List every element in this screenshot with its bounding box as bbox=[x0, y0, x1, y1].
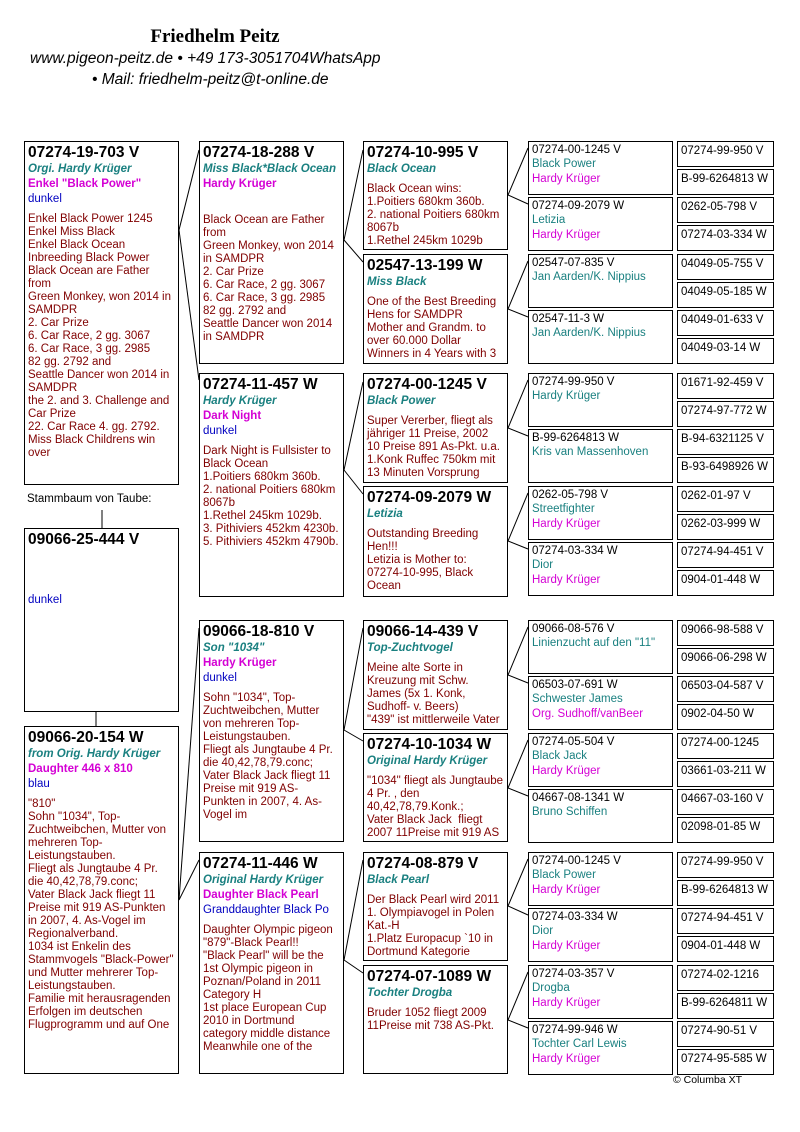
breeder-name: Org. Sudhoff/vanBeer bbox=[532, 708, 644, 720]
pigeon-description: Enkel Black Power 1245 Enkel Miss Black Enkel Black Ocean Inbreeding Black Power Black Ocean are Father from Green Monkey, won 2014 in SAMDPR 2. Car Prize 6. Car Race, 2 gg. 3067 6. Car Race, 3 gg. 2985 82 gg. 2792 and Seattle Dancer won 2014 in SAMDPR the 2. and 3. Challenge and Car Prize 22. Car Race 4. gg. 2792. Miss Black Childrens win over bbox=[28, 213, 171, 459]
pigeon-description: Outstanding Breeding Hen!!! Letizia is Mother to: 07274-10-995, Black Ocean bbox=[367, 528, 479, 592]
pigeon-name: Linienzucht auf den "11" bbox=[532, 637, 656, 649]
pigeon-name: Schwester James bbox=[532, 693, 623, 705]
great-grandparent-ring[interactable]: 0262-01-97 V bbox=[677, 486, 774, 512]
great-grandparent-ring[interactable]: 0904-01-448 W bbox=[677, 936, 774, 962]
ring-number: 07274-99-946 W bbox=[532, 1024, 618, 1036]
pigeon-subtitle: Son "1034" bbox=[203, 642, 265, 654]
great-grandparent-ring[interactable]: 06503-04-587 V bbox=[677, 676, 774, 702]
ring-number: 06503-07-691 W bbox=[532, 679, 618, 691]
pigeon-description: Daughter Olympic pigeon "879"-Black Pearl!! "Black Pearl" will be the 1st Olympic pigeon in Poznan/Poland in 2011 Category H 1st place European Cup 2010 in Dortmund category middle distance Meanwhile one of the bbox=[203, 924, 333, 1053]
great-grandparent-ring[interactable]: B-99-6264813 W bbox=[677, 880, 774, 906]
pigeon-color: dunkel bbox=[203, 672, 237, 684]
pigeon-name: Daughter Black Pearl bbox=[203, 889, 319, 901]
pigeon-subtitle: Tochter Drogba bbox=[367, 987, 453, 999]
breeder-name: Hardy Krüger bbox=[532, 997, 601, 1009]
ring-number: 07274-03-334 W bbox=[532, 545, 618, 557]
pedigree-card[interactable] bbox=[363, 373, 508, 483]
pedigree-card[interactable] bbox=[363, 141, 508, 250]
great-grandparent-ring[interactable]: B-99-6264813 W bbox=[677, 169, 774, 195]
pigeon-description: One of the Best Breeding Hens for SAMDPR Mother and Grandm. to over 60.000 Dollar Winners in 4 Years with 3 bbox=[367, 296, 497, 360]
pigeon-name: Hardy Krüger bbox=[532, 390, 601, 402]
great-grandparent-ring[interactable]: 0262-05-798 V bbox=[677, 197, 774, 223]
pigeon-subtitle: Letizia bbox=[367, 508, 403, 520]
great-grandparent-ring[interactable]: 04667-03-160 V bbox=[677, 789, 774, 815]
ring-number: 07274-09-2079 W bbox=[367, 489, 492, 506]
great-grandparent-ring[interactable]: 07274-00-1245 bbox=[677, 733, 774, 759]
great-grandparent-ring[interactable]: 04049-05-185 W bbox=[677, 282, 774, 308]
pigeon-subtitle: Miss Black bbox=[367, 276, 427, 288]
pigeon-name: Dior bbox=[532, 925, 554, 937]
great-grandparent-ring[interactable]: 01671-92-459 V bbox=[677, 373, 774, 399]
pigeon-color: dunkel bbox=[28, 193, 62, 205]
pigeon-name: Hardy Krüger bbox=[203, 657, 277, 669]
pigeon-name: Jan Aarden/K. Nippius bbox=[532, 327, 646, 339]
pigeon-description: "1034" fliegt als Jungtaube 4 Pr. , den 40,42,78,79.Konk.; Vater Black Jack fliegt 2007 11Preise mit 919 AS bbox=[367, 775, 504, 839]
ring-number: 0262-05-798 V bbox=[532, 489, 609, 501]
pigeon-description: Black Ocean wins: 1.Poitiers 680km 360b. 2. national Poitiers 680km 8067b 1.Rethel 245km 1029b bbox=[367, 183, 500, 247]
pigeon-color: Granddaughter Black Po bbox=[203, 904, 329, 916]
ring-number: 07274-00-1245 V bbox=[367, 376, 487, 393]
ancestor-card[interactable] bbox=[528, 197, 673, 251]
ring-number: 07274-99-950 V bbox=[532, 376, 615, 388]
ancestor-card[interactable] bbox=[528, 733, 673, 787]
pigeon-color: blau bbox=[28, 778, 50, 790]
great-grandparent-ring[interactable]: 09066-06-298 W bbox=[677, 648, 774, 674]
ancestor-card[interactable] bbox=[528, 676, 673, 730]
great-grandparent-ring[interactable]: 07274-02-1216 bbox=[677, 965, 774, 991]
great-grandparent-ring[interactable]: B-93-6498926 W bbox=[677, 457, 774, 483]
pedigree-card[interactable] bbox=[363, 620, 508, 730]
ancestor-card[interactable] bbox=[528, 852, 673, 906]
pigeon-color: dunkel bbox=[203, 425, 237, 437]
pigeon-name: Enkel "Black Power" bbox=[28, 178, 142, 190]
great-grandparent-ring[interactable]: 04049-03-14 W bbox=[677, 338, 774, 364]
pigeon-description: Der Black Pearl wird 2011 1. Olympiavogel in Polen Kat.-H 1.Platz Europacup `10 in Dortmund Kategorie bbox=[367, 894, 500, 958]
contact-website-phone[interactable]: www.pigeon-peitz.de • +49 173-3051704WhatsApp bbox=[30, 50, 381, 67]
pigeon-subtitle: Original Hardy Krüger bbox=[203, 874, 324, 886]
great-grandparent-ring[interactable]: 07274-94-451 V bbox=[677, 542, 774, 568]
pigeon-subtitle: Hardy Krüger bbox=[203, 395, 277, 407]
ancestor-card[interactable] bbox=[528, 789, 673, 843]
pedigree-card[interactable] bbox=[199, 373, 344, 597]
ring-number: 07274-00-1245 V bbox=[532, 855, 621, 867]
breeder-name: Hardy Krüger bbox=[532, 574, 601, 586]
pigeon-subtitle: Black Ocean bbox=[367, 163, 437, 175]
breeder-name: Hardy Krüger bbox=[532, 173, 601, 185]
ring-number: 02547-13-199 W bbox=[367, 257, 483, 274]
pedigree-card[interactable] bbox=[363, 852, 508, 961]
ring-number: 02547-07-835 V bbox=[532, 257, 615, 269]
pigeon-name: Tochter Carl Lewis bbox=[532, 1038, 627, 1050]
pigeon-name: Black Power bbox=[532, 158, 596, 170]
breeder-name: Hardy Krüger bbox=[532, 884, 601, 896]
ring-number: 07274-00-1245 V bbox=[532, 144, 621, 156]
pigeon-name: Jan Aarden/K. Nippius bbox=[532, 271, 646, 283]
pigeon-subtitle: Miss Black*Black Ocean bbox=[203, 163, 336, 175]
pigeon-subtitle: Black Pearl bbox=[367, 874, 430, 886]
pedigree-card[interactable] bbox=[199, 141, 344, 364]
pigeon-name: Black Jack bbox=[532, 750, 587, 762]
ring-number: 09066-20-154 W bbox=[28, 729, 144, 746]
ring-number: 07274-10-1034 W bbox=[367, 736, 492, 753]
pedigree-card[interactable] bbox=[363, 733, 508, 842]
great-grandparent-ring[interactable]: 09066-98-588 V bbox=[677, 620, 774, 646]
pigeon-description: "810" Sohn "1034", Top-Zuchtweibchen, Mutter von mehreren Top-Leistungstauben. Fliegt als Jungtaube 4 Pr. die 40,42,78,79.conc; Vater Black Jack fliegt 11 Preise mit 919 AS-Punkten in 2007, 4. As-Vogel im Regionalverband. 1034 ist Enkelin des Stammvogels "Black-Power" und Mutter mehrerer Top-Leistungstauben. Familie mit herausragenden Erfolgen im deutschen Flugprogramm und auf One bbox=[28, 798, 174, 1031]
pigeon-name: Daughter 446 x 810 bbox=[28, 763, 133, 775]
pigeon-subtitle: Original Hardy Krüger bbox=[367, 755, 488, 767]
pedigree-card[interactable] bbox=[363, 965, 508, 1074]
pedigree-caption: Stammbaum von Taube: bbox=[27, 493, 152, 505]
ring-number: B-99-6264813 W bbox=[532, 432, 619, 444]
pigeon-description: Super Vererber, fliegt als jähriger 11 Preise, 2002 10 Preise 891 As-Pkt. u.a. 1.Konk Ruffec 750km mit 13 Minuten Vorsprung bbox=[367, 415, 500, 479]
pigeon-name: Kris van Massenhoven bbox=[532, 446, 649, 458]
pigeon-subtitle: Orgi. Hardy Krüger bbox=[28, 163, 132, 175]
ring-number: 07274-19-703 V bbox=[28, 144, 140, 161]
great-grandparent-ring[interactable]: 02098-01-85 W bbox=[677, 817, 774, 843]
ancestor-card[interactable] bbox=[528, 254, 673, 308]
great-grandparent-ring[interactable]: 07274-99-950 V bbox=[677, 852, 774, 878]
ring-number: 07274-03-334 W bbox=[532, 911, 618, 923]
ring-number: 07274-18-288 V bbox=[203, 144, 315, 161]
copyright-footer: © Columba XT bbox=[672, 1074, 742, 1086]
pigeon-subtitle: from Orig. Hardy Krüger bbox=[28, 748, 161, 760]
great-grandparent-ring[interactable]: 03661-03-211 W bbox=[677, 761, 774, 787]
ancestor-card[interactable] bbox=[528, 965, 673, 1019]
pigeon-name: Drogba bbox=[532, 982, 570, 994]
pigeon-subtitle: Black Power bbox=[367, 395, 436, 407]
ancestor-card[interactable] bbox=[528, 141, 673, 195]
ring-number: 04667-08-1341 W bbox=[532, 792, 625, 804]
ancestor-card[interactable] bbox=[528, 373, 673, 427]
pigeon-description: Dark Night is Fullsister to Black Ocean 1.Poitiers 680km 360b. 2. national Poitiers 680km 8067b 1.Rethel 245km 1029b. 3. Pithiviers 452km 4230b. 5. Pithiviers 452km 4790b. bbox=[203, 445, 339, 548]
breeder-name: Hardy Krüger bbox=[532, 1053, 601, 1065]
pedigree-card[interactable] bbox=[24, 141, 179, 485]
great-grandparent-ring[interactable]: 0262-03-999 W bbox=[677, 514, 774, 540]
ring-number: 07274-03-357 V bbox=[532, 968, 615, 980]
breeder-name: Hardy Krüger bbox=[532, 518, 601, 530]
great-grandparent-ring[interactable]: 0904-01-448 W bbox=[677, 570, 774, 596]
breeder-name: Friedhelm Peitz bbox=[150, 26, 280, 47]
ancestor-card[interactable] bbox=[528, 908, 673, 962]
ring-number: 07274-07-1089 W bbox=[367, 968, 492, 985]
pigeon-description: Meine alte Sorte in Kreuzung mit Schw. James (5x 1. Konk, Sudhoff- v. Beers) "439" ist mittlerweile Vater bbox=[367, 662, 500, 726]
great-grandparent-ring[interactable]: 07274-90-51 V bbox=[677, 1021, 774, 1047]
pigeon-description: Bruder 1052 fliegt 2009 11Preise mit 738 AS-Pkt. bbox=[367, 1007, 494, 1032]
great-grandparent-ring[interactable]: B-99-6264811 W bbox=[677, 993, 774, 1019]
ring-number: 02547-11-3 W bbox=[532, 313, 605, 325]
great-grandparent-ring[interactable]: 07274-99-950 V bbox=[677, 141, 774, 167]
breeder-name: Hardy Krüger bbox=[532, 940, 601, 952]
pedigree-card[interactable] bbox=[24, 528, 179, 712]
great-grandparent-ring[interactable]: 07274-94-451 V bbox=[677, 908, 774, 934]
great-grandparent-ring[interactable]: 07274-95-585 W bbox=[677, 1049, 774, 1075]
ring-number: 09066-08-576 V bbox=[532, 623, 615, 635]
breeder-name: Hardy Krüger bbox=[532, 765, 601, 777]
ring-number: 07274-09-2079 W bbox=[532, 200, 625, 212]
ancestor-card[interactable] bbox=[528, 310, 673, 364]
ring-number: 07274-11-446 W bbox=[203, 855, 318, 872]
pedigree-card[interactable] bbox=[24, 726, 179, 1074]
ancestor-card[interactable] bbox=[528, 542, 673, 596]
great-grandparent-ring[interactable]: 04049-05-755 V bbox=[677, 254, 774, 280]
pigeon-description: Black Ocean are Father from Green Monkey, won 2014 in SAMDPR 2. Car Prize 6. Car Race, 2 gg. 3067 6. Car Race, 3 gg. 2985 82 gg. 2792 and Seattle Dancer won 2014 in SAMDPR bbox=[203, 214, 334, 343]
pedigree-card[interactable] bbox=[363, 486, 508, 597]
ancestor-card[interactable] bbox=[528, 429, 673, 483]
ring-number: 07274-10-995 V bbox=[367, 144, 479, 161]
pigeon-name: Letizia bbox=[532, 214, 566, 226]
great-grandparent-ring[interactable]: 07274-97-772 W bbox=[677, 401, 774, 427]
breeder-name: Hardy Krüger bbox=[532, 229, 601, 241]
pedigree-card[interactable] bbox=[199, 620, 344, 842]
ring-number: 07274-08-879 V bbox=[367, 855, 479, 872]
pigeon-name: Dior bbox=[532, 559, 554, 571]
pigeon-name: Black Power bbox=[532, 869, 596, 881]
contact-email[interactable]: • Mail: friedhelm-peitz@t-online.de bbox=[92, 71, 329, 88]
pigeon-name: Streetfighter bbox=[532, 503, 595, 515]
pedigree-card[interactable] bbox=[199, 852, 344, 1074]
pigeon-subtitle: Top-Zuchtvogel bbox=[367, 642, 453, 654]
pigeon-description: Sohn "1034", Top-Zuchtweibchen, Mutter von mehreren Top-Leistungstauben. Fliegt als Jungtaube 4 Pr. die 40,42,78,79.conc; Vater Black Jack fliegt 11 Preise mit 919 AS-Punkten in 2007, 4. As-Vogel im bbox=[203, 692, 333, 821]
ancestor-card[interactable] bbox=[528, 620, 673, 674]
pigeon-name: Bruno Schiffen bbox=[532, 806, 608, 818]
great-grandparent-ring[interactable]: 0902-04-50 W bbox=[677, 704, 774, 730]
ring-number: 07274-11-457 W bbox=[203, 376, 318, 393]
great-grandparent-ring[interactable]: 07274-03-334 W bbox=[677, 225, 774, 251]
ring-number: 09066-14-439 V bbox=[367, 623, 479, 640]
ancestor-card[interactable] bbox=[528, 1021, 673, 1075]
ring-number: 09066-25-444 V bbox=[28, 531, 140, 548]
great-grandparent-ring[interactable]: B-94-6321125 V bbox=[677, 429, 774, 455]
great-grandparent-ring[interactable]: 04049-01-633 V bbox=[677, 310, 774, 336]
ancestor-card[interactable] bbox=[528, 486, 673, 540]
pigeon-name: Dark Night bbox=[203, 410, 262, 422]
ring-number: 09066-18-810 V bbox=[203, 623, 315, 640]
ring-number: 07274-05-504 V bbox=[532, 736, 615, 748]
pigeon-color: dunkel bbox=[28, 594, 62, 606]
pedigree-card[interactable] bbox=[363, 254, 508, 364]
pigeon-name: Hardy Krüger bbox=[203, 178, 277, 190]
